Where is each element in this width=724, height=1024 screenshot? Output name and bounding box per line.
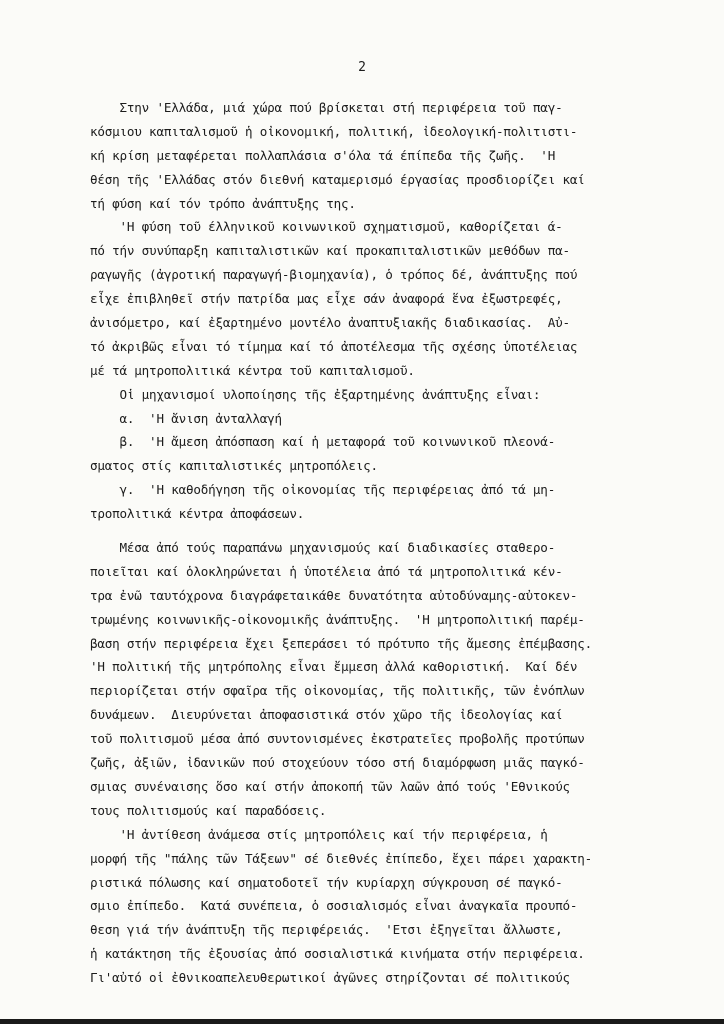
body-text xyxy=(90,96,646,990)
text-line: 'Η φύση τοῦ έλληνικοῦ κοινωνικοῦ σχηματισμοῦ, καθορίζεται ά- xyxy=(90,219,563,235)
text-line: κή κρίση μεταφέρεται πολλαπλάσια σ'όλα τά έπίπεδα τῆς ζωῆς. 'Η xyxy=(90,147,556,163)
text-line: μέ τά μητροπολιτικά κέντρα τοῦ καπιταλισμοῦ. xyxy=(90,362,415,378)
text-line: ἀνισόμετρο, καί ἐξαρτημένο μοντέλο ἀναπτυξιακῆς διαδικασίας. Αὐ- xyxy=(90,315,570,331)
text-line: θεση γιά τήν ἀνάπτυξη τῆς περιφέρειάς. 'Ετσι ἐξηγεῖται ἄλλωστε, xyxy=(90,922,563,938)
text-line: ποιεῖται καί ὁλοκληρώνεται ἡ ὑποτέλεια ἀπό τά μητροπολιτικά κέν- xyxy=(90,563,563,579)
text-line: α. 'Η ἄνιση ἀνταλλαγή xyxy=(90,410,282,426)
text-line: τοῦ πολιτισμοῦ μέσα ἀπό συντονισμένες ἐκστρατεῖες προβολῆς προτύπων xyxy=(90,731,585,747)
text-line: περιορίζεται στήν σφαῖρα τῆς οἰκονομίας, τῆς πολιτικῆς, τῶν ἐνόπλων xyxy=(90,683,585,699)
paragraph xyxy=(90,536,646,823)
text-line: σμιο ἐπίπεδο. Κατά συνέπεια, ὁ σοσιαλισμός εἶναι ἀναγκαῖα προυπό- xyxy=(90,898,578,914)
text-line: εἶχε ἐπιβληθεῖ στήν πατρίδα μας εἶχε σάν ἀναφορά ἕνα ἐξωστρεφές, xyxy=(90,291,563,307)
text-line: βαση στήν περιφέρεια ἔχει ξεπεράσει τό πρότυπο τῆς ἄμεσης ἐπέμβασης. xyxy=(90,635,592,651)
section-gap xyxy=(90,526,646,536)
text-line: τροπολιτικά κέντρα ἀποφάσεων. xyxy=(90,506,305,522)
paragraph xyxy=(90,96,646,215)
text-line: 'Η πολιτική τῆς μητρόπολης εἶναι ἔμμεση ἀλλά καθοριστική. Καί δέν xyxy=(90,659,578,675)
text-line: σματος στίς καπιταλιστικές μητροπόλεις. xyxy=(90,458,378,474)
text-line: γ. 'Η καθοδήγηση τῆς οἰκονομίας τῆς περιφέρειας ἀπό τά μη- xyxy=(90,482,556,498)
text-line: ζωῆς, ἀξιῶν, ἰδανικῶν πού στοχεύουν τόσο στή διαμόρφωση μιᾶς παγκό- xyxy=(90,755,585,771)
paragraph xyxy=(90,215,646,382)
page-bottom-edge xyxy=(0,1019,724,1024)
text-line: ραγωγῆς (ἀγροτική παραγωγή-βιομηχανία), ὁ τρόπος δέ, ἀνάπτυξης πού xyxy=(90,267,578,283)
text-line: τρωμένης κοινωνικῆς-οἰκονομικῆς ἀνάπτυξης. 'Η μητροπολιτική παρέμ- xyxy=(90,611,585,627)
text-line: β. 'Η ἄμεση ἀπόσπαση καί ἡ μεταφορά τοῦ κοινωνικοῦ πλεονά- xyxy=(90,434,556,450)
text-line: σμιας συνέναισης ὅσο καί στήν ἀποκοπή τῶν λαῶν ἀπό τούς 'Εθνικούς xyxy=(90,778,570,794)
text-line: Γι'αὐτό οἱ ἐθνικοαπελευθερωτικοί ἀγῶνες στηρίζονται σέ πολιτικούς xyxy=(90,970,570,986)
text-line: ριστικά πόλωσης καί σηματοδοτεῖ τήν κυρίαρχη σύγκρουση σέ παγκό- xyxy=(90,874,563,890)
text-line: Μέσα ἀπό τούς παραπάνω μηχανισμούς καί διαδικασίες σταθερο- xyxy=(90,540,556,556)
text-line: πό τήν συνύπαρξη καπιταλιστικῶν καί προκαπιταλιστικῶν μεθόδων πα- xyxy=(90,243,570,259)
text-line: Στην 'Ελλάδα, μιά χώρα πού βρίσκεται στή περιφέρεια τοῦ παγ- xyxy=(90,100,563,115)
text-line: κόσμιου καπιταλισμοῦ ἡ οἰκονομική, πολιτική, ἰδεολογική-πολιτιστι- xyxy=(90,123,578,139)
text-line: δυνάμεων. Διευρύνεται ἀποφασιστικά στόν χῶρο τῆς ἰδεολογίας καί xyxy=(90,707,563,723)
paragraph xyxy=(90,383,646,526)
text-line: τό ἀκριβῶς εἶναι τό τίμημα καί τό ἀποτέλεσμα τῆς σχέσης ὑποτέλειας xyxy=(90,338,578,354)
paragraph xyxy=(90,823,646,990)
text-line: μορφή τῆς "πάλης τῶν Τάξεων" σέ διεθνές ἐπίπεδο, ἔχει πάρει χαρακτη- xyxy=(90,850,592,866)
text-line: ἡ κατάκτηση τῆς ἐξουσίας ἀπό σοσιαλιστικά κινήματα στήν περιφέρεια. xyxy=(90,946,585,962)
text-line: τους πολιτισμούς καί παραδόσεις. xyxy=(90,802,327,818)
text-line: Οἱ μηχανισμοί υλοποίησης τῆς ἐξαρτημένης ἀνάπτυξης εἶναι: xyxy=(90,386,541,402)
text-line: θέση τῆς 'Ελλάδας στόν διεθνή καταμερισμό έργασίας προσδιορίζει καί xyxy=(90,171,585,187)
page-number: 2 xyxy=(358,60,366,75)
text-line: τρα ἐνῶ ταυτόχρονα διαγράφεταικάθε δυνατότητα αὐτοδύναμης-αὐτοκεν- xyxy=(90,587,578,603)
text-line: τή φύση καί τόν τρόπο ἀνάπτυξης της. xyxy=(90,195,356,211)
text-line: 'Η ἀντίθεση ἀνάμεσα στίς μητροπόλεις καί τήν περιφέρεια, ἡ xyxy=(90,826,548,842)
